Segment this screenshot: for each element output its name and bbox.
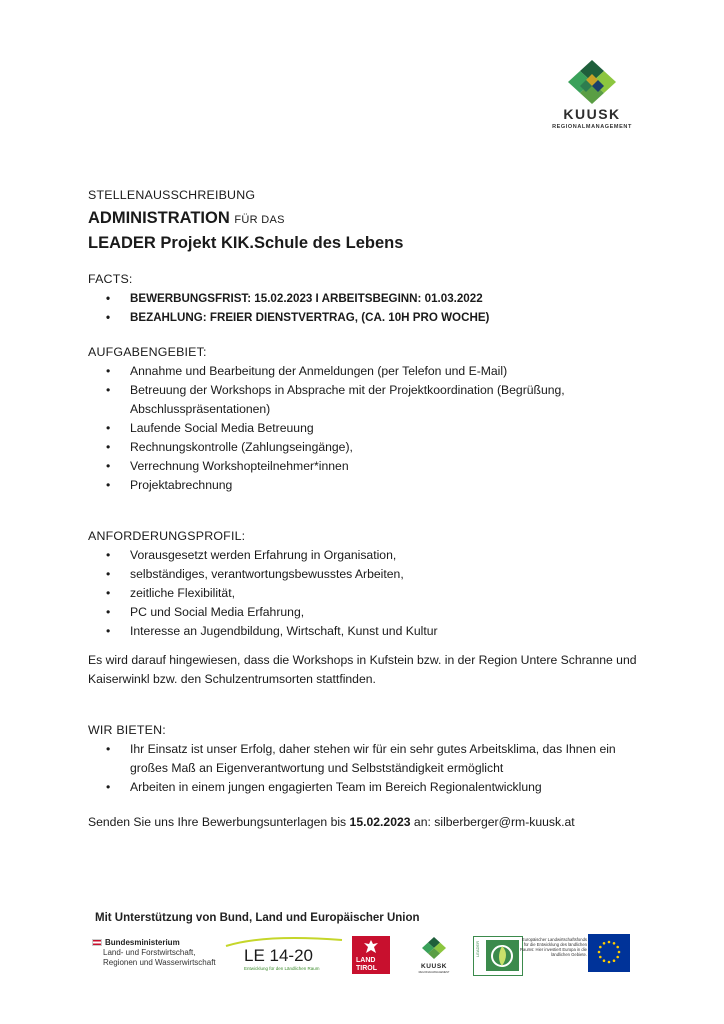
le-14-20-logo <box>224 942 344 974</box>
list-item: • Verrechnung Workshopteilnehmer*innen <box>88 457 648 476</box>
list-item: • BEWERBUNGSFRIST: 15.02.2023 I ARBEITSBEGINN: 01.03.2022 <box>88 289 648 308</box>
tirol-label <box>356 957 377 973</box>
leader-emblem-icon <box>486 940 519 971</box>
apply-email-text: an: silberberger@rm-kuusk.at <box>410 815 575 829</box>
location-note: Es wird darauf hingewiesen, dass die Workshops in Kufstein bzw. in der Region Untere Schranne und Kaiserwinkl bzw. den Schulzentrumsorten stattfinden. <box>88 653 637 686</box>
facts-list <box>88 289 648 327</box>
job-title-main: ADMINISTRATION <box>88 209 230 227</box>
tirol-line2: TIROL <box>356 965 377 972</box>
leader-label: LEADER <box>475 941 480 958</box>
list-item: • Betreuung der Workshops in Absprache mit der Projektkoordination (Begrüßung, Abschlusspräsentationen) <box>88 381 648 419</box>
kuusk-diamond-icon <box>568 60 616 104</box>
posting-content <box>88 186 648 832</box>
austria-flag-icon <box>92 939 102 946</box>
tirol-line1: LAND <box>356 957 376 964</box>
tasks-list <box>88 362 648 495</box>
list-item: • Rechnungskontrolle (Zahlungseingänge), <box>88 438 648 457</box>
requirements-label: ANFORDERUNGSPROFIL: <box>88 529 246 543</box>
list-item: • Interesse an Jugendbildung, Wirtschaft, Kunst und Kultur <box>88 622 648 641</box>
le-subtitle: Entwicklung für den Ländlichen Raum <box>244 966 320 971</box>
ministry-line3: Regionen und Wasserwirtschaft <box>103 958 216 967</box>
job-title <box>88 207 648 231</box>
apply-deadline: 15.02.2023 <box>349 815 411 829</box>
list-item: • Ihr Einsatz ist unser Erfolg, daher stehen wir für ein sehr gutes Arbeitsklima, das Ihnen ein großes Maß an Eigenverantwortung und Selbstständigkeit ermöglicht <box>88 740 648 778</box>
leader-logo <box>473 936 523 976</box>
kuusk-logo <box>546 56 638 142</box>
list-item: • Annahme und Bearbeitung der Anmeldungen (per Telefon und E-Mail) <box>88 362 648 381</box>
list-item: • Projektabrechnung <box>88 476 648 495</box>
eu-fund-text: Europäischer Landwirtschaftsfonds für die Entwicklung des ländlichen Raums: Hier investiert Europa in die ländlichen Gebiete. <box>519 937 587 957</box>
kuusk-footer-word: KUUSK <box>420 963 448 970</box>
offer-label: WIR BIETEN: <box>88 723 166 737</box>
kuusk-footer-sub: REGIONALMANAGEMENT <box>418 971 450 974</box>
offer-list <box>88 740 648 797</box>
kuusk-footer-logo <box>412 936 456 976</box>
eu-flag-icon <box>588 934 630 972</box>
project-title: LEADER Projekt KIK.Schule des Lebens <box>88 234 404 252</box>
support-title: Mit Unterstützung von Bund, Land und Europäischer Union <box>95 912 420 924</box>
list-item: • BEZAHLUNG: FREIER DIENSTVERTRAG, (CA. 10H PRO WOCHE) <box>88 308 648 327</box>
kuusk-diamond-small-icon <box>422 936 446 960</box>
le-label: LE 14-20 <box>244 946 313 965</box>
list-item: • PC und Social Media Erfahrung, <box>88 603 648 622</box>
logo-subtitle: REGIONALMANAGEMENT <box>552 124 632 130</box>
apply-prefix: Senden Sie uns Ihre Bewerbungsunterlagen bis <box>88 815 350 829</box>
requirements-list <box>88 546 648 641</box>
ministry-line2: Land- und Forstwirtschaft, <box>103 948 196 957</box>
list-item: • Laufende Social Media Betreuung <box>88 419 648 438</box>
tirol-eagle-icon <box>363 939 379 955</box>
tasks-label: AUFGABENGEBIET: <box>88 345 207 359</box>
list-item: • selbständiges, verantwortungsbewusstes Arbeiten, <box>88 565 648 584</box>
list-item: • Vorausgesetzt werden Erfahrung in Organisation, <box>88 546 648 565</box>
ministry-logo <box>92 938 222 968</box>
land-tirol-logo <box>352 936 390 974</box>
list-item: • Arbeiten in einem jungen engagierten Team im Bereich Regionalentwicklung <box>88 778 648 797</box>
facts-label: FACTS: <box>88 272 133 286</box>
list-item: • zeitliche Flexibilität, <box>88 584 648 603</box>
posting-type: STELLENAUSSCHREIBUNG <box>88 188 256 202</box>
ministry-name: Bundesministerium <box>105 938 180 947</box>
job-title-small: FÜR DAS <box>234 214 285 226</box>
application-instruction <box>88 813 648 832</box>
logo-wordmark: KUUSK <box>563 106 621 122</box>
